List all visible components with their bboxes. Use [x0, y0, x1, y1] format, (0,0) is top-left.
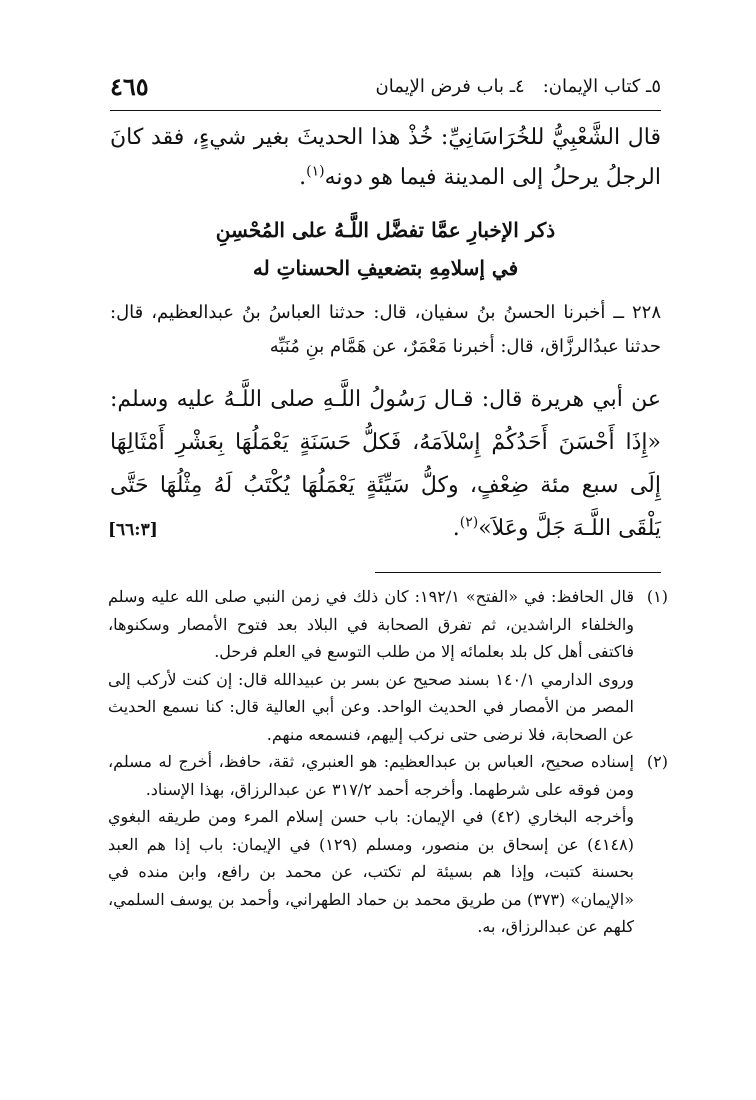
hadith-reference: [٦٦:٣] [108, 520, 158, 540]
hadith-end: . [452, 516, 460, 541]
header-chapter: ٥ـ كتاب الإيمان: [542, 76, 661, 97]
hadith-paragraph [110, 378, 661, 550]
running-header [110, 72, 661, 106]
hadith-footnote-marker: (٢) [459, 514, 479, 531]
footnotes [108, 583, 668, 941]
footnote-1 [108, 583, 668, 748]
footnote-number: (١) [646, 587, 668, 606]
header-rule [110, 110, 661, 111]
chapter-heading-line2: في إسلامِهِ بتضعيفِ الحسناتِ له [252, 256, 519, 280]
intro-end: . [299, 165, 307, 190]
footnote-paragraph: قال الحافظ: في «الفتح» ١٩٢/١: كان ذلك في زمن النبي صلى الله عليه وسلم والخلفاء الراشدين، ثم تفرق الصحابة في البلاد بعد فتوح الأمصار وسكنوها، فاكتفى أهل كل بلد بعلمائه إلا من طلب التوسع في العلم فرحل. [108, 587, 635, 661]
footnote-separator [375, 572, 661, 573]
intro-footnote-marker: (١) [306, 163, 325, 180]
chapter-heading [110, 211, 661, 287]
intro-paragraph [110, 118, 661, 198]
chapter-heading-line1: ذكر الإخبارِ عمَّا تفضَّل اللَّـهُ على المُحْسِنِ [215, 218, 556, 242]
footnote-number: (٢) [646, 752, 668, 771]
footnote-paragraph: وأخرجه البخاري (٤٢) في الإيمان: باب حسن إسلام المرء ومن طريقه البغوي (٤١٤٨) عن إسحاق بن منصور، ومسلم (١٢٩) في الإيمان: باب إذا هم العبد بحسنة كتبت، وإذا هم بسيئة لم تكتب، عن محمد بن رافع، وابن منده في «الإيمان» (٣٧٣) من طريق محمد بن حماد الطهراني، وأحمد بن يوسف السلمي، كلهم عن عبدالرزاق، به. [108, 807, 635, 936]
intro-text: قال الشَّعْبِيُّ للخُرَاسَانِيِّ: خُذْ هذا الحديثَ بغير شيءٍ، فقد كانَ الرجلُ يرحلُ إلى المدينة فيما هو دونه [110, 125, 661, 190]
footnote-paragraph: وروى الدارمي ١٤٠/١ بسند صحيح عن بسر بن عبيدالله قال: إن كنت لأركب إلى المصر من الأمصار في الحديث الواحد. وعن أبي العالية قال: كنا نسمع الحديث عن الصحابة، فلا نرضى حتى نركب إليهم، فنسمعه منهم. [108, 669, 635, 744]
footnote-paragraph: إسناده صحيح، العباس بن عبدالعظيم: هو العنبري، ثقة، حافظ، أخرج له مسلم، ومن فوقه على شرطهما. وأخرجه أحمد ٣١٧/٢ عن عبدالرزاق، بهذا الإسناد. [108, 752, 634, 799]
running-header-title [375, 76, 661, 97]
page-number: ٤٦٥ [110, 72, 149, 101]
header-section: ٤ـ باب فرض الإيمان [375, 76, 525, 97]
hadith-text: عن أبي هريرة قال: قـال رَسُولُ اللَّـهِ صلى اللَّـهُ عليه وسلم: «إِذَا أَحْسَنَ أَحَدُكُمْ إِسْلاَمَهُ، فَكلُّ حَسَنَةٍ يَعْمَلُهَا بِعَشْرِ أَمْثَالِهَا إِلَى سبع مئة ضِعْفٍ، وكلُّ سَيِّئَةٍ يَعْمَلُهَا يُكْتَبُ لَهُ مِثْلُهَا حَتَّى يَلْقَى اللَّـهَ جَلَّ وعَلاَ» [110, 387, 661, 541]
isnad-paragraph: ٢٢٨ ــ أخبرنا الحسنُ بنُ سفيان، قال: حدثنا العباسُ بنُ عبدالعظيم، قال: حدثنا عبدُالرزَّاق، قال: أخبرنا مَعْمَرٌ، عن هَمَّام بنِ مُنَبِّه [110, 302, 661, 357]
footnote-2 [108, 748, 668, 941]
